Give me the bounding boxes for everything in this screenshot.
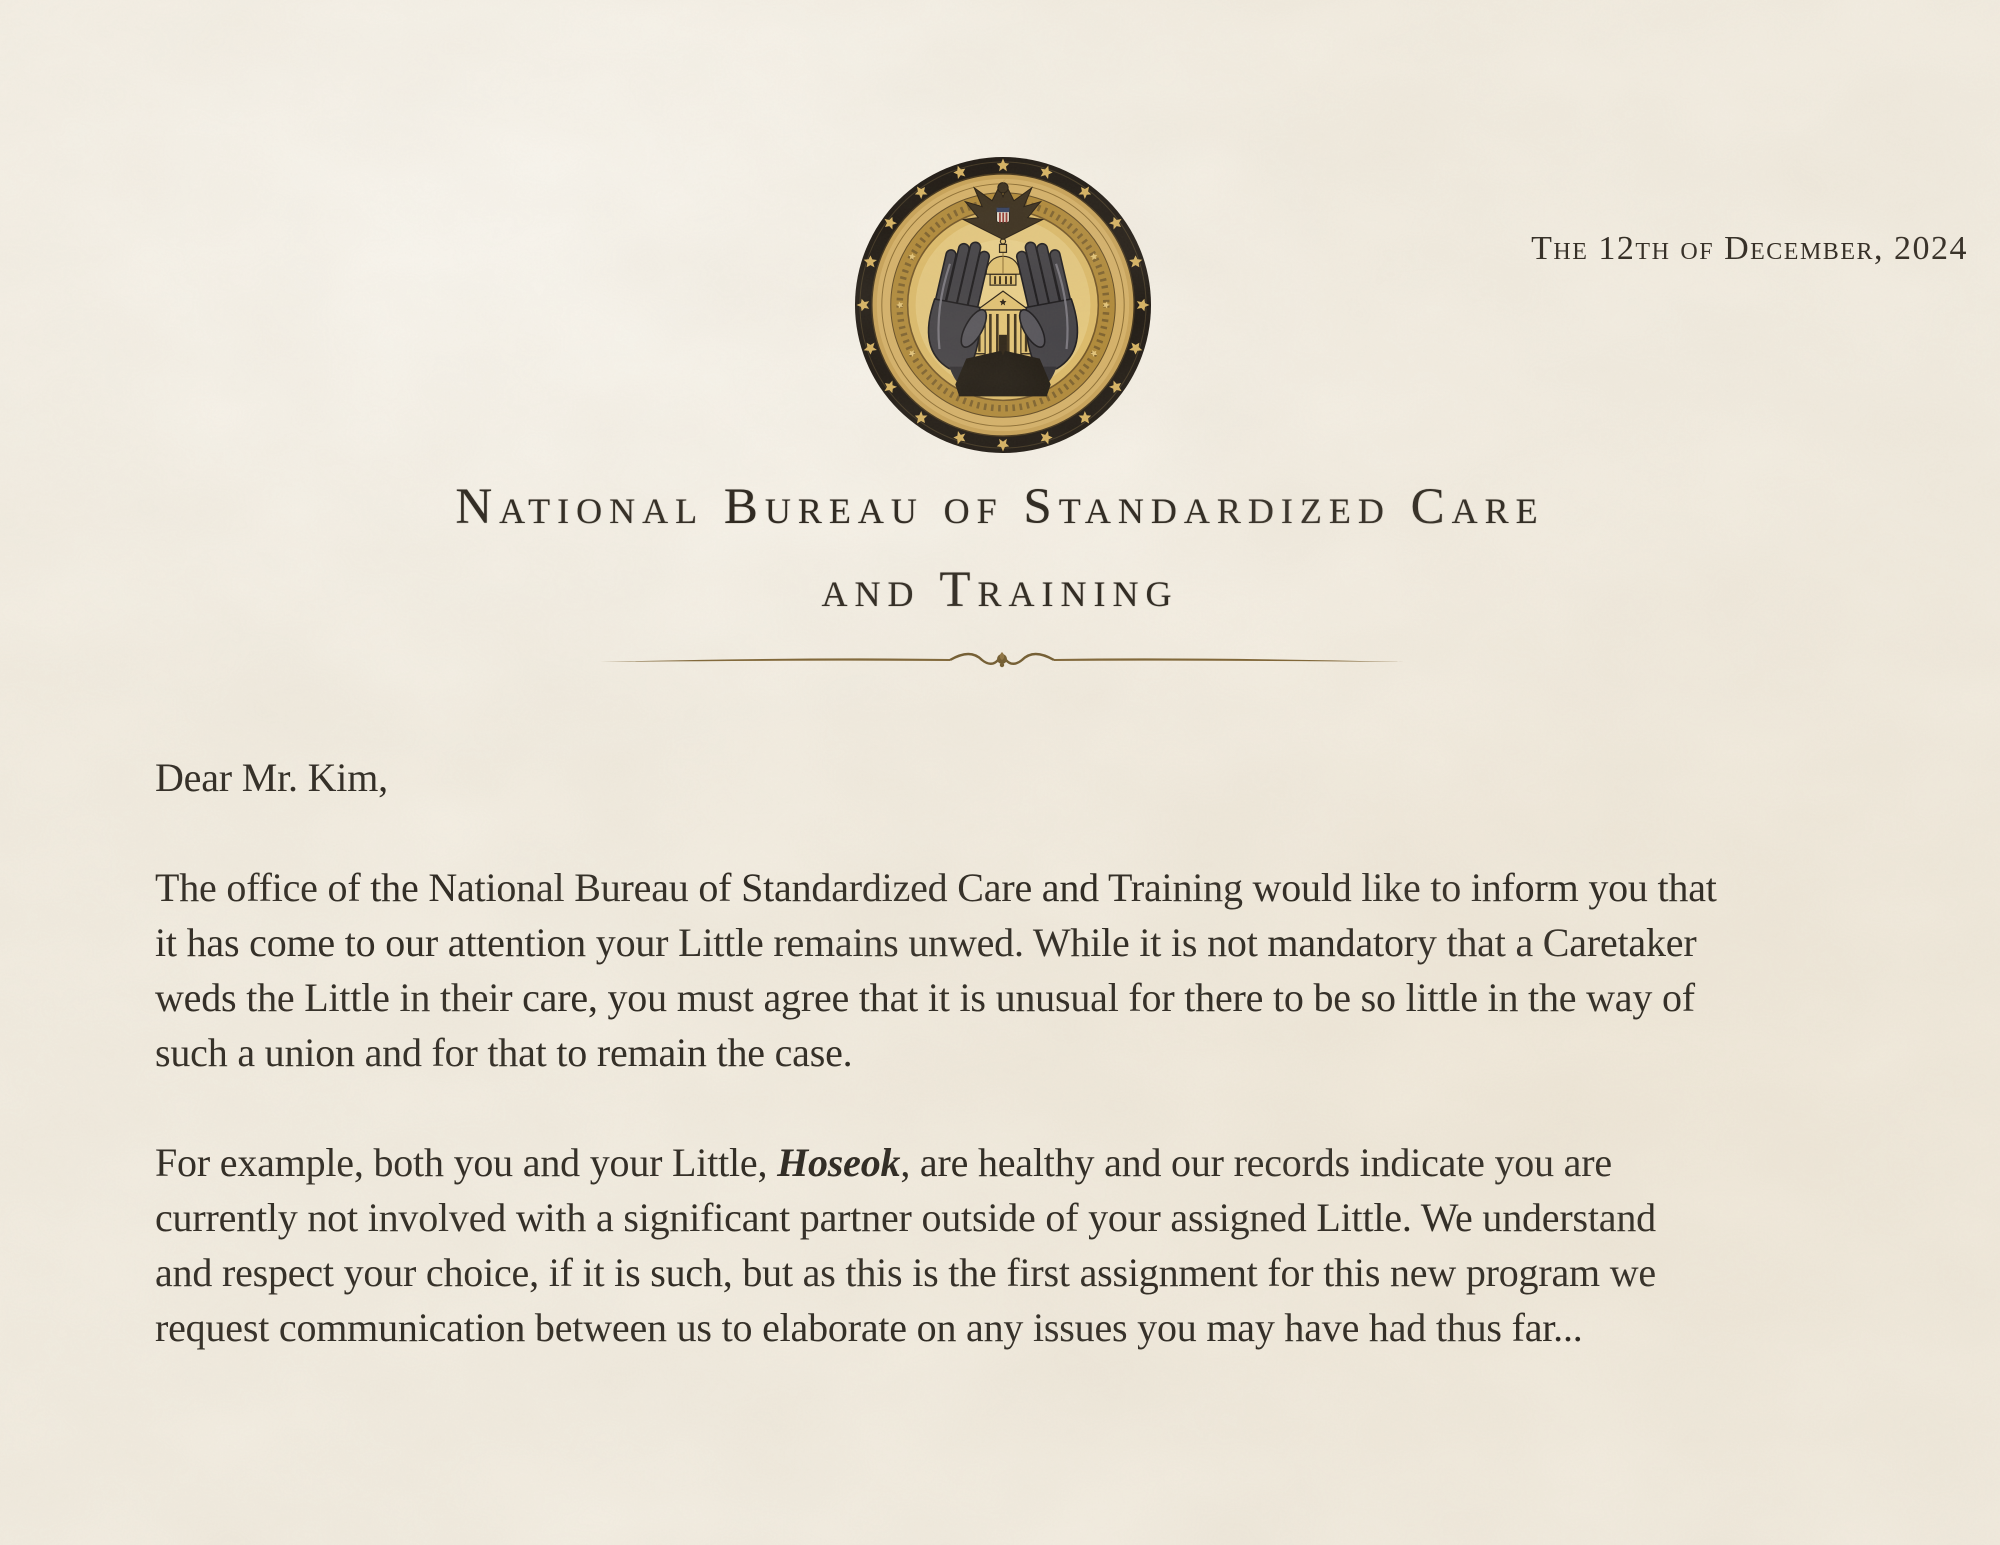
p2-before-name: For example, both you and your Little, [155, 1140, 778, 1185]
salutation: Dear Mr. Kim, [155, 755, 388, 800]
paragraph-2 [155, 1135, 1875, 1355]
p2-after-name: , are healthy and our records indicate you are [900, 1140, 1612, 1185]
bureau-seal-icon [854, 156, 1152, 454]
seal-graphic [854, 156, 1152, 454]
org-title [0, 466, 2000, 632]
paragraph-1-line: weds the Little in their care, you must agree that it is unusual for there to be so little in the way of [155, 975, 1695, 1020]
paragraph-2-line: request communication between us to elaborate on any issues you may have had thus far... [155, 1305, 1583, 1350]
org-title-line1: National Bureau of Standardized Care [455, 479, 1545, 535]
paragraph-1-line: The office of the National Bureau of Standardized Care and Training would like to inform you that [155, 865, 1717, 910]
paragraph-2-line: currently not involved with a significant partner outside of your assigned Little. We understand [155, 1195, 1656, 1240]
little-name: Hoseok [777, 1140, 901, 1185]
letter-date: The 12th of December, 2024 [1531, 230, 1968, 267]
ornamental-divider [598, 644, 1406, 678]
paragraph-1-line: such a union and for that to remain the case. [155, 1030, 853, 1075]
divider-graphic [598, 644, 1406, 678]
letter-body [155, 750, 1875, 1355]
paragraph-2-line: and respect your choice, if it is such, but as this is the first assignment for this new program we [155, 1250, 1656, 1295]
paragraph-2-line [155, 1135, 1875, 1190]
paragraph-1 [155, 860, 1875, 1080]
paragraph-1-line: it has come to our attention your Little remains unwed. While it is not mandatory that a Caretaker [155, 920, 1697, 965]
org-title-line2: and Training [821, 562, 1179, 618]
